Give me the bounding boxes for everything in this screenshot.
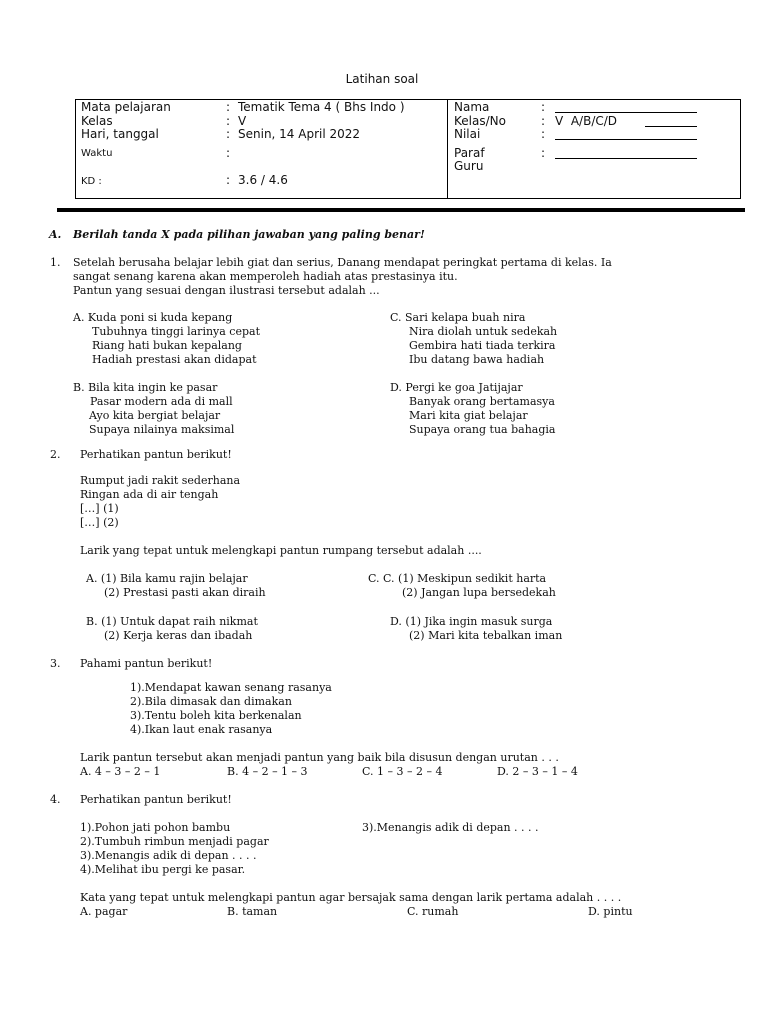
option-a[interactable]: A. 4 – 3 – 2 – 1: [80, 765, 161, 778]
name-colon: :: [541, 100, 546, 114]
pantun-line: 1).Mendapat kawan senang rasanya: [130, 681, 332, 694]
name-fill-line[interactable]: [555, 112, 697, 113]
option-line: Tubuhnya tinggi larinya cepat: [92, 325, 261, 338]
option-line: Mari kita giat belajar: [409, 409, 528, 422]
kd-label: KD :: [81, 176, 102, 187]
option-c[interactable]: C. 1 – 3 – 2 – 4: [362, 765, 443, 778]
signature-fill-line[interactable]: [555, 158, 697, 159]
question-number: 4.: [50, 793, 61, 806]
option-line: Nira diolah untuk sedekah: [409, 325, 558, 338]
option-d[interactable]: D. 2 – 3 – 1 – 4: [497, 765, 578, 778]
pantun-line: 2).Bila dimasak dan dimakan: [130, 695, 292, 708]
identity-table: [75, 99, 741, 199]
class-value: V: [238, 114, 247, 128]
option-b[interactable]: B. 4 – 2 – 1 – 3: [227, 765, 308, 778]
option-line: Supaya orang tua bahagia: [409, 423, 556, 436]
class-label: Kelas: [81, 114, 113, 128]
signature-label: Paraf: [454, 146, 485, 160]
option-c[interactable]: C. C. (1) Meskipun sedikit harta: [368, 572, 547, 585]
signature-colon: :: [541, 146, 546, 160]
question-stem-line: Setelah berusaha belajar lebih giat dan serius, Danang mendapat peringkat pertama di kelas. Ia: [73, 256, 612, 269]
score-fill-line[interactable]: [555, 139, 697, 140]
subject-label: Mata pelajaran: [81, 100, 171, 114]
option-b[interactable]: B. taman: [227, 905, 278, 918]
pantun-side-line: 3).Menangis adik di depan . . . .: [362, 821, 539, 834]
kd-value: 3.6 / 4.6: [238, 173, 288, 187]
pantun-line: […] (1): [80, 502, 119, 515]
question-prompt: Kata yang tepat untuk melengkapi pantun agar bersajak sama dengan larik pertama adalah . . . .: [80, 891, 622, 904]
pantun-line: 3).Menangis adik di depan . . . .: [80, 849, 257, 862]
option-line: Gembira hati tiada terkira: [409, 339, 556, 352]
page-title: Latihan soal: [345, 72, 419, 86]
option-line: (2) Kerja keras dan ibadah: [104, 629, 253, 642]
question-number: 1.: [50, 256, 61, 269]
option-line: Hadiah prestasi akan didapat: [92, 353, 257, 366]
option-line: Pasar modern ada di mall: [90, 395, 233, 408]
time-label: Waktu: [81, 148, 113, 159]
option-d[interactable]: D. Pergi ke goa Jatijajar: [390, 381, 523, 394]
pantun-line: Ringan ada di air tengah: [80, 488, 219, 501]
pantun-line: 4).Ikan laut enak rasanya: [130, 723, 273, 736]
class-no-colon: :: [541, 114, 546, 128]
option-line: (2) Prestasi pasti akan diraih: [104, 586, 266, 599]
separator-rule: [57, 208, 745, 212]
pantun-line: 3).Tentu boleh kita berkenalan: [130, 709, 302, 722]
question-intro: Pahami pantun berikut!: [80, 657, 213, 670]
option-a[interactable]: A. (1) Bila kamu rajin belajar: [86, 572, 248, 585]
question-number: 2.: [50, 448, 61, 461]
question-prompt: Larik yang tepat untuk melengkapi pantun rumpang tersebut adalah ....: [80, 544, 482, 557]
teacher-label: Guru: [454, 159, 484, 173]
option-line: Supaya nilainya maksimal: [89, 423, 235, 436]
class-colon: :: [226, 114, 231, 128]
question-stem-line: sangat senang karena akan memperoleh hadiah atas prestasinya itu.: [73, 270, 458, 283]
section-instruction: Berilah tanda X pada pilihan jawaban yang paling benar!: [73, 228, 425, 241]
option-d[interactable]: D. (1) Jika ingin masuk surga: [390, 615, 553, 628]
option-d[interactable]: D. pintu: [588, 905, 633, 918]
pantun-line: […] (2): [80, 516, 119, 529]
question-stem-line: Pantun yang sesuai dengan ilustrasi tersebut adalah ...: [73, 284, 380, 297]
question-intro: Perhatikan pantun berikut!: [80, 793, 232, 806]
option-b[interactable]: B. (1) Untuk dapat raih nikmat: [86, 615, 258, 628]
option-b[interactable]: B. Bila kita ingin ke pasar: [73, 381, 218, 394]
pantun-line: 2).Tumbuh rimbun menjadi pagar: [80, 835, 269, 848]
class-no-value: V A/B/C/D: [555, 114, 618, 128]
date-colon: :: [226, 127, 231, 141]
pantun-line: Rumput jadi rakit sederhana: [80, 474, 241, 487]
subject-colon: :: [226, 100, 231, 114]
time-colon: :: [226, 146, 231, 160]
date-value: Senin, 14 April 2022: [238, 127, 361, 141]
pantun-line: 4).Melihat ibu pergi ke pasar.: [80, 863, 246, 876]
table-divider: [447, 99, 448, 199]
kd-colon: :: [226, 173, 231, 187]
option-line: Banyak orang bertamasya: [409, 395, 555, 408]
score-label: Nilai: [454, 127, 481, 141]
name-label: Nama: [454, 100, 490, 114]
pantun-line: 1).Pohon jati pohon bambu: [80, 821, 231, 834]
question-intro: Perhatikan pantun berikut!: [80, 448, 232, 461]
question-prompt: Larik pantun tersebut akan menjadi pantun yang baik bila disusun dengan urutan . . .: [80, 751, 559, 764]
date-label: Hari, tanggal: [81, 127, 159, 141]
class-no-fill-line[interactable]: [645, 126, 697, 127]
subject-value: Tematik Tema 4 ( Bhs Indo ): [238, 100, 405, 114]
option-line: Ayo kita bergiat belajar: [89, 409, 221, 422]
score-colon: :: [541, 127, 546, 141]
option-line: Riang hati bukan kepalang: [92, 339, 242, 352]
question-number: 3.: [50, 657, 61, 670]
option-line: Ibu datang bawa hadiah: [409, 353, 545, 366]
option-c[interactable]: C. Sari kelapa buah nira: [390, 311, 526, 324]
option-a[interactable]: A. pagar: [80, 905, 128, 918]
option-a[interactable]: A. Kuda poni si kuda kepang: [73, 311, 233, 324]
option-line: (2) Jangan lupa bersedekah: [402, 586, 556, 599]
option-line: (2) Mari kita tebalkan iman: [409, 629, 563, 642]
section-letter: A.: [49, 228, 62, 241]
class-no-label: Kelas/No: [454, 114, 506, 128]
option-c[interactable]: C. rumah: [407, 905, 459, 918]
